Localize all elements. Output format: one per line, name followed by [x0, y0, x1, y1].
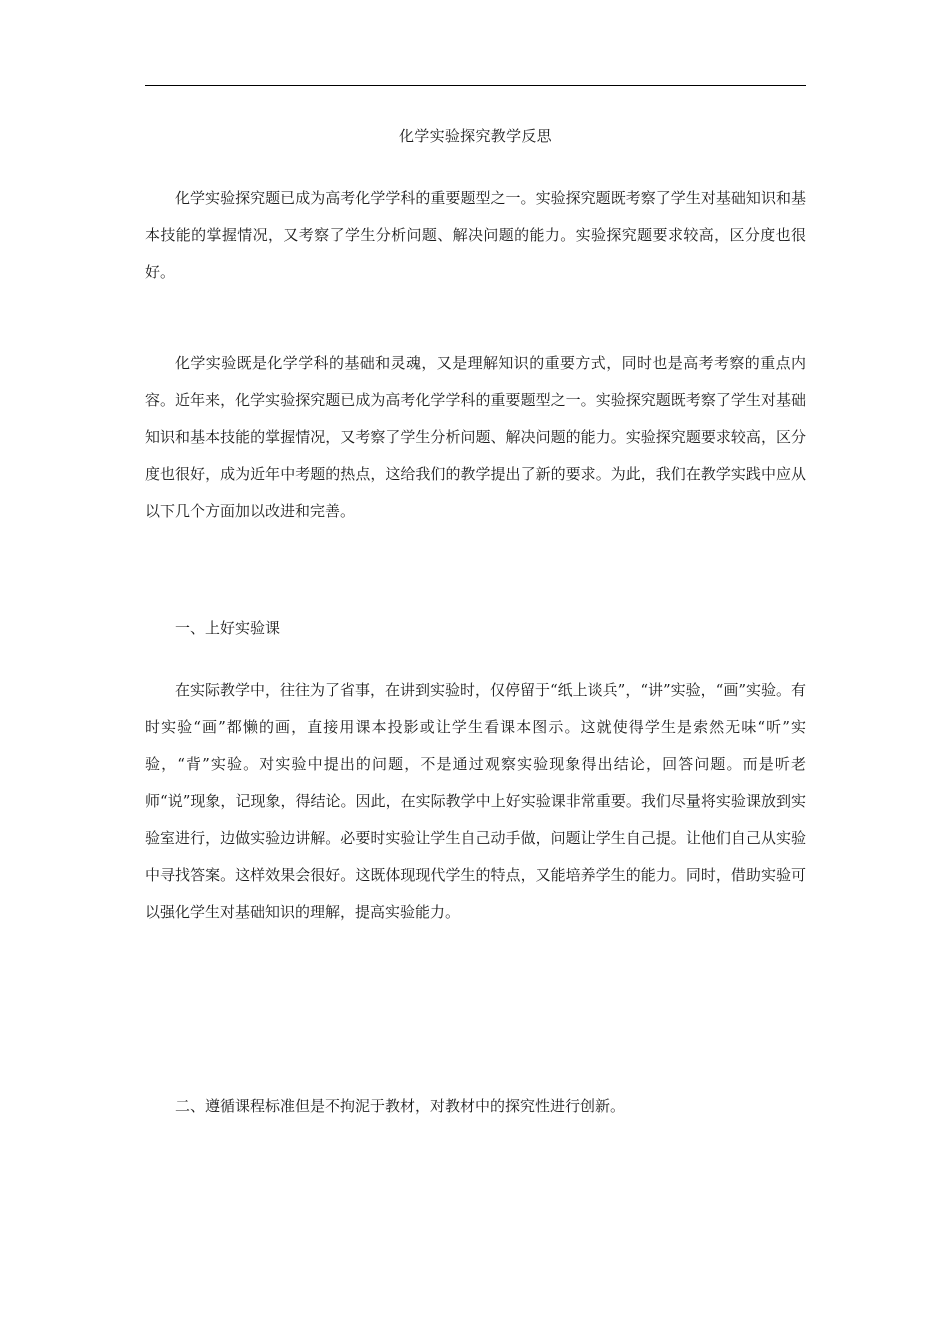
- header-rule: [145, 85, 806, 86]
- document-title: 化学实验探究教学反思: [398, 127, 552, 145]
- section-heading-1: 一、上好实验课: [175, 619, 281, 637]
- paragraph-background: 化学实验既是化学学科的基础和灵魂，又是理解知识的重要方式，同时也是高考考察的重点内容。近年来，化学实验探究题已成为高考化学学科的重要题型之一。实验探究题既考察了学生对基础知识和基本技能的掌握情况，又考察了学生分析问题、解决问题的能力。实验探究题要求较高，区分度也很好，成为近年中考题的热点，这给我们的教学提出了新的要求。为此，我们在教学实践中应从以下几个方面加以改进和完善。: [145, 354, 806, 520]
- section-heading-2: 二、遵循课程标准但是不拘泥于教材，对教材中的探究性进行创新。: [175, 1097, 626, 1115]
- paragraph-intro: 化学实验探究题已成为高考化学学科的重要题型之一。实验探究题既考察了学生对基础知识和基本技能的掌握情况，又考察了学生分析问题、解决问题的能力。实验探究题要求较高，区分度也很好。: [145, 189, 806, 281]
- paragraph-section-1: 在实际教学中，往往为了省事，在讲到实验时，仅停留于“纸上谈兵”，“讲”实验，“画”实验。有时实验“画”都懒的画，直接用课本投影或让学生看课本图示。这就使得学生是索然无味“听”实验，“背”实验。对实验中提出的问题，不是通过观察实验现象得出结论，回答问题。而是听老师“说”现象，记现象，得结论。因此，在实际教学中上好实验课非常重要。我们尽量将实验课放到实验室进行，边做实验边讲解。必要时实验让学生自己动手做，问题让学生自己提。让他们自己从实验中寻找答案。这样效果会很好。这既体现现代学生的特点，又能培养学生的能力。同时，借助实验可以强化学生对基础知识的理解，提高实验能力。: [145, 681, 807, 921]
